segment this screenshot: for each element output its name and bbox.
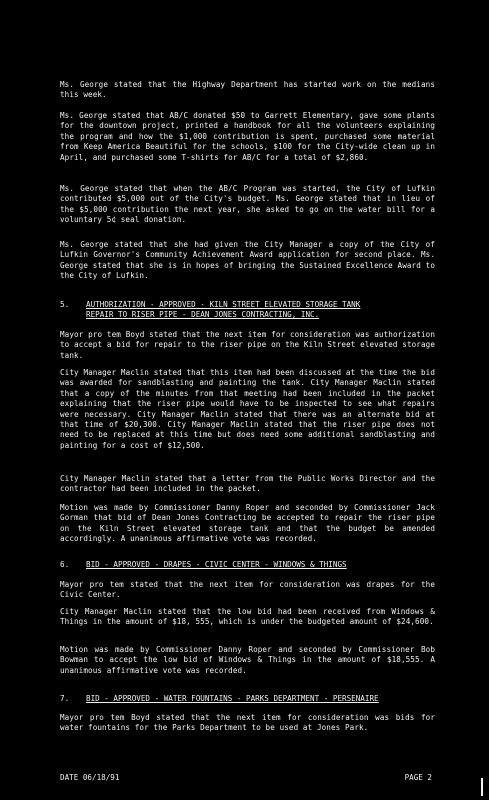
scan-edge-mark [481, 778, 483, 796]
paragraph-abc-donations: Ms. George stated that AB/C donated $50 to Garrett Elementary, gave some plants for the downtown project, printed a handbook for all the volunteers explaining the program and how the $1,000 contribution is spent, purchased some material from Keep America Beautiful for the schools, $100 for the City-wide clean up in April, and purchased some T-shirts for AB/C for a total of $2,860. [60, 111, 435, 162]
page-content [60, 0, 435, 800]
paragraph-achievement-award: Ms. George stated that she had given the City Manager a copy of the City of Lufkin Governor's Community Achievement Award application for second place. Ms. George stated that she is in hopes of bringing the Sustained Excellence Award to the City of Lufkin. [60, 240, 435, 281]
paragraph-drapes-low-bid: City Manager Maclin stated that the low bid had been received from Windows & Things in the amount of $18, 555, which is under the budgeted amount of $24,600. [60, 607, 435, 627]
item-title-line-1: AUTHORIZATION - APPROVED - KILN STREET ELEVATED STORAGE TANK [86, 300, 361, 309]
paragraph-riser-pipe-discussion: City Manager Maclin stated that this item had been discussed at the time the bid was awarded for sandblasting and painting the tank. City Manager Maclin stated that a copy of the minutes from that meeting had been included in the packet explaining that the riser pipe would have to be inspected to see what repairs were necessary. City Manager Maclin stated that there was an alternate bid at that time of $20,300. City Manager Maclin stated that the riser pipe does not need to be replaced at this time but does need some additional sandblasting and painting for a cost of $12,500. [60, 368, 435, 450]
item-number: 5. [60, 300, 70, 309]
item-number: 7. [60, 694, 70, 703]
footer-page-number: PAGE 2 [404, 773, 432, 782]
paragraph-public-works-letter: City Manager Maclin stated that a letter from the Public Works Director and the contractor had been included in the packet. [60, 474, 435, 494]
paragraph-abc-program-funding: Ms. George stated that when the AB/C Program was started, the City of Lufkin contributed $5,000 out of the City's budget. Ms. George stated that in lieu of the $5,000 contribution the next year, she asked to go on the water bill for a voluntary 5¢ seal donation. [60, 184, 435, 225]
paragraph-riser-pipe-motion: Motion was made by Commissioner Danny Roper and seconded by Commissioner Jack Gorman that bid of Dean Jones Contracting be accepted to repair the riser pipe on the Kiln Street elevated storage tank and that the budget be amended accordingly. A unanimous affirmative vote was recorded. [60, 503, 435, 544]
heading-item-6 [60, 560, 440, 570]
item-title-line-1: BID - APPROVED - WATER FOUNTAINS - PARKS DEPARTMENT - PERSENAIRE [86, 694, 379, 703]
item-title-line-1: BID - APPROVED - DRAPES - CIVIC CENTER - WINDOWS & THINGS [86, 560, 347, 569]
heading-item-5 [60, 300, 440, 321]
heading-item-7 [60, 694, 440, 704]
paragraph-highway-medians: Ms. George stated that the Highway Department has started work on the medians this week. [60, 80, 435, 100]
paragraph-drapes-intro: Mayor pro tem stated that the next item for consideration was drapes for the Civic Center. [60, 580, 435, 600]
paragraph-drapes-motion: Motion was made by Commissioner Danny Roper and seconded by Commissioner Bob Bowman to accept the low bid of Windows & Things in the amount of $18,555. A unanimous affirmative vote was recorded. [60, 645, 435, 675]
paragraph-riser-pipe-intro: Mayor pro tem Boyd stated that the next item for consideration was authorization to accept a bid for repair to the riser pipe on the Kiln Street elevated storage tank. [60, 330, 435, 360]
item-title-line-2: REPAIR TO RISER PIPE - DEAN JONES CONTRACTING, INC. [86, 310, 320, 320]
paragraph-water-fountains-intro: Mayor pro tem Boyd stated that the next item for consideration was bids for water fountains for the Parks Department to be used at Jones Park. [60, 713, 435, 733]
item-number: 6. [60, 560, 70, 569]
page-footer [60, 773, 432, 783]
footer-date: DATE 06/18/91 [60, 773, 120, 782]
